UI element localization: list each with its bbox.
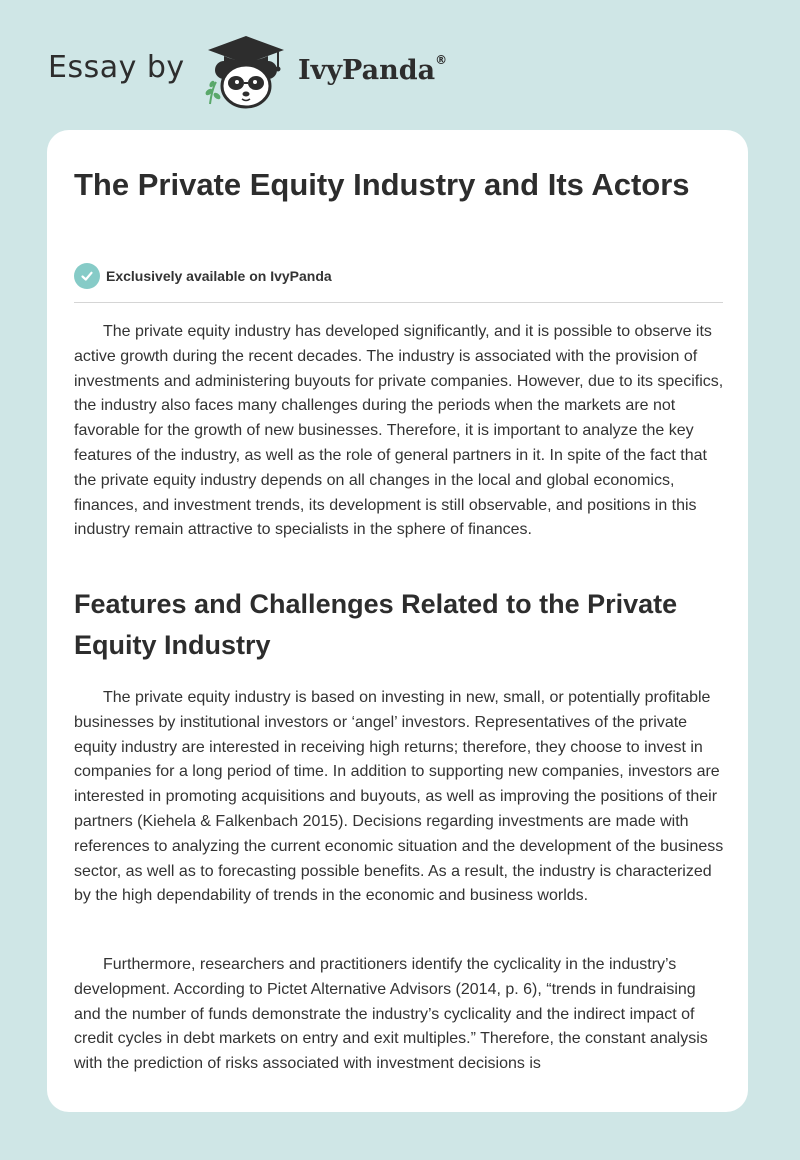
divider [74,302,723,303]
paragraph-3: Furthermore, researchers and practitioners identify the cyclicality in the industry’s development. According to Pictet Alternative Advisors (2014, p. 6), “trends in fundraising and the number of funds demonstrate the industry’s cyclicality and the indirect impact of credit cycles in debt markets on entry and exit multiples.” Therefore, the constant analysis with the prediction of risks associated with investment decisions is [74,956,708,1073]
essay-by-label: Essay by [48,50,185,85]
exclusive-badge [74,263,332,289]
article-card [47,130,748,1112]
panda-logo-icon[interactable] [200,34,292,110]
paragraph-1: The private equity industry has developed significantly, and it is possible to observe its active growth during the recent decades. The industry is associated with the provision of investments and administering buyouts for private companies. However, due to its specifics, the industry also faces many challenges during the periods when the markets are not favorable for the growth of new businesses. Therefore, it is important to analyze the key features of the industry, as well as the role of general partners in it. In spite of the fact that the private equity industry depends on all changes in the local and global economics, finances, and investment trends, its development is still observable, and positions in this industry remain attractive to specialists in the sphere of finances. [74,323,724,539]
article-title: The Private Equity Industry and Its Actors [74,167,690,202]
section-heading: Features and Challenges Related to the Private Equity Industry [74,589,678,660]
registered-mark: ® [435,53,448,67]
paragraph-2: The private equity industry is based on investing in new, small, or potentially profitable businesses by institutional investors or ‘angel’ investors. Representatives of the private equity industry are interested in receiving high returns; therefore, they choose to invest in companies for a long period of time. In addition to supporting new companies, investors are interested in promoting acquisitions and buyouts, as well as improving the positions of their partners (Kiehela & Falkenbach 2015). Decisions regarding investments are made with references to analyzing the current economic situation and the development of the business sector, as well as to forecasting possible benefits. As a result, the industry is characterized by the high dependability of trends in the economic and business worlds. [74,689,724,905]
check-icon [74,263,100,289]
brand-name[interactable]: IvyPanda® [298,53,448,86]
site-header [0,0,800,128]
badge-label: Exclusively available on IvyPanda [106,268,332,284]
